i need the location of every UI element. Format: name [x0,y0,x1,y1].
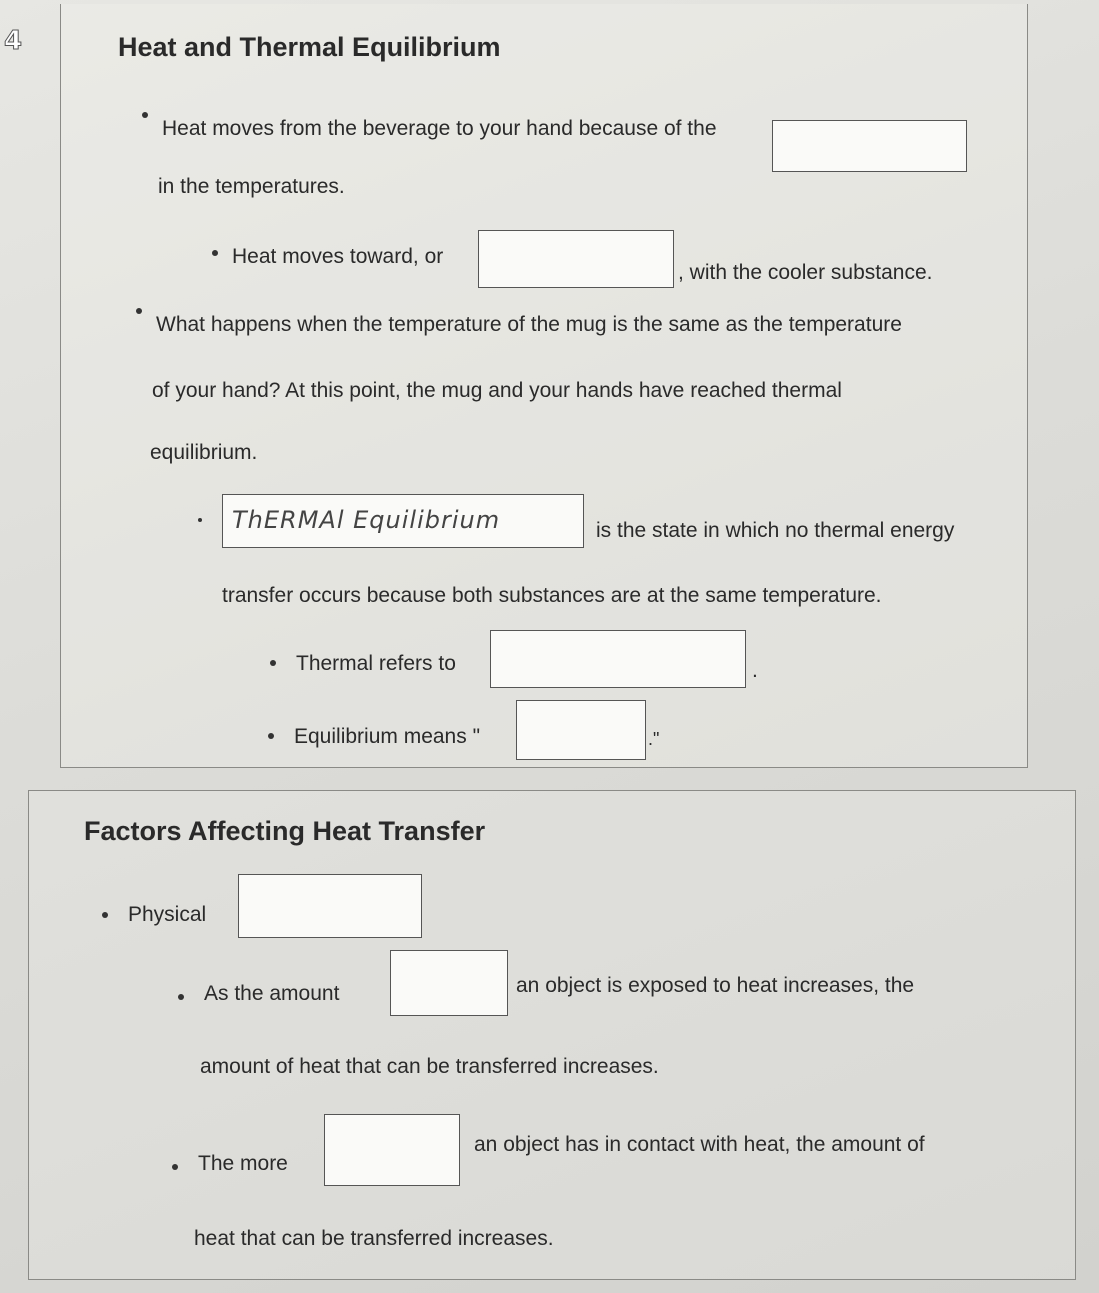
answer-blank[interactable] [478,230,674,288]
text-line: heat that can be transferred increases. [194,1227,554,1250]
bullet-icon [268,733,274,739]
bullet-icon [178,994,184,1000]
text-line: equilibrium. [150,441,258,464]
text-punctuation: ." [648,729,660,749]
answer-blank[interactable] [238,874,422,938]
text-line: What happens when the temperature of the mug is the same as the temperature [156,313,902,336]
text-line: an object is exposed to heat increases, the [516,974,915,997]
section-title-heat-transfer: Factors Affecting Heat Transfer [84,816,486,846]
text-line: in the temperatures. [158,175,345,198]
text-line: As the amount [204,982,340,1005]
bullet-icon [172,1164,178,1170]
text-line: amount of heat that can be transferred increases. [200,1055,659,1078]
text-line: Heat moves from the beverage to your hand because of the [162,117,717,140]
answer-blank[interactable] [516,700,646,760]
answer-blank[interactable] [772,120,967,172]
bullet-icon [270,660,276,666]
text-line: , with the cooler substance. [678,261,933,284]
answer-blank[interactable] [390,950,508,1016]
heat-transfer-factors-section [28,790,1076,1280]
handwritten-answer: ThERMAl Equilibrium [232,506,501,534]
bullet-icon [102,912,108,918]
text-line: is the state in which no thermal energy [596,519,955,542]
answer-blank[interactable] [490,630,746,688]
text-line: Thermal refers to [296,652,456,675]
text-line: Physical [128,903,207,926]
text-line: an object has in contact with heat, the amount of [474,1133,925,1156]
bullet-icon [136,308,142,314]
text-line: The more [198,1152,288,1175]
text-punctuation: . [752,659,758,682]
answer-blank[interactable] [324,1114,460,1186]
text-line: transfer occurs because both substances are at the same temperature. [222,584,882,607]
bullet-icon [212,250,218,256]
text-line: of your hand? At this point, the mug and your hands have reached thermal [152,379,842,402]
text-line: Equilibrium means " [294,725,481,748]
text-line: Heat moves toward, or [232,245,444,268]
page-number: 4 [4,26,23,56]
bullet-icon [198,518,202,522]
section-title-heat-equilibrium: Heat and Thermal Equilibrium [118,32,501,62]
bullet-icon [142,112,148,118]
